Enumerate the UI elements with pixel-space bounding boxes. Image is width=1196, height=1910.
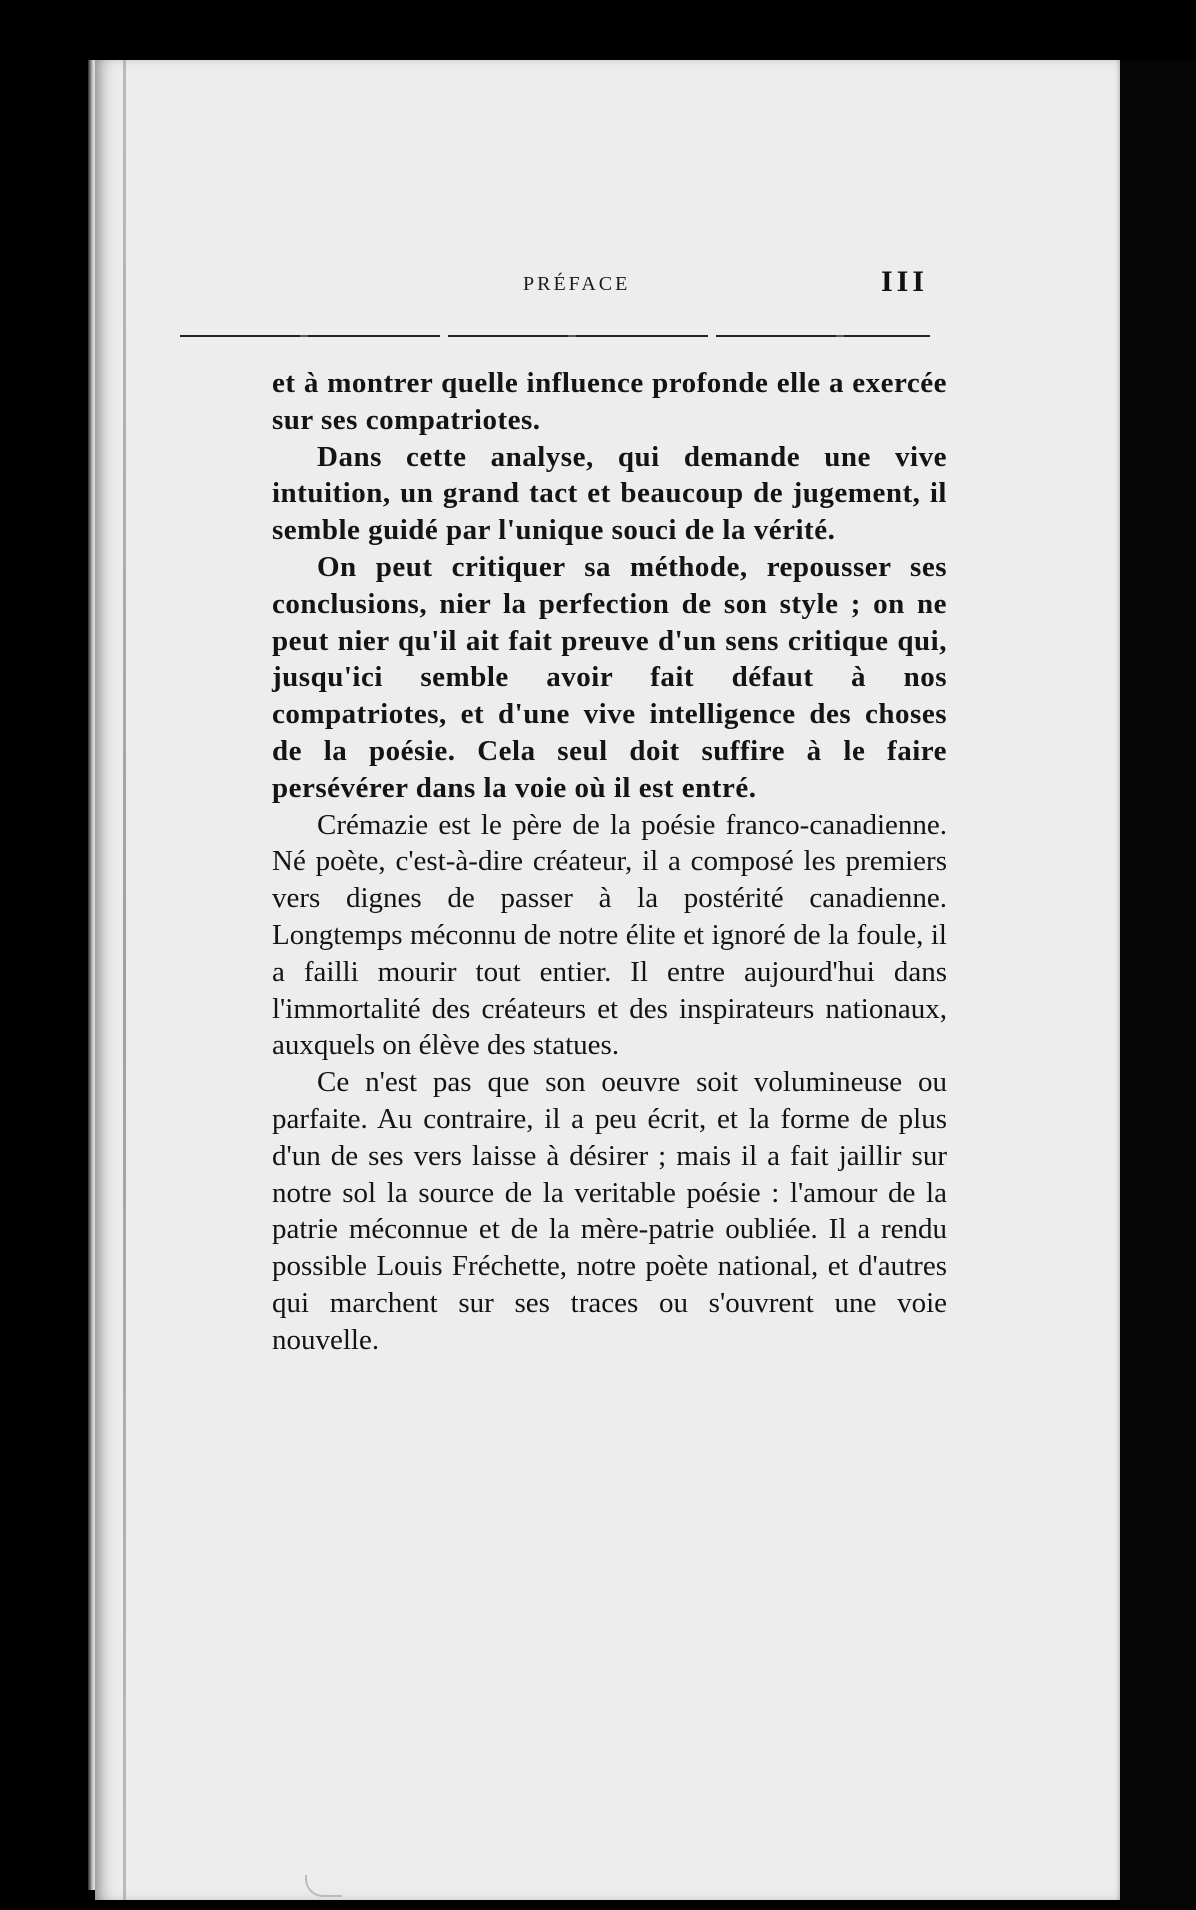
running-title: PRÉFACE xyxy=(523,273,631,295)
page-number: III xyxy=(880,265,928,298)
page-header xyxy=(180,265,940,315)
paragraph: Ce n'est pas que son oeuvre soit volumineuse ou parfaite. Au contraire, il a peu écrit, et la forme de plus d'un de ses vers laisse à désirer ; mais il a fait jaillir sur notre sol la source de la veritable poésie : l'amour de la patrie méconnue et de la mère-patrie oubliée. Il a rendu possible Louis Fréchette, notre poète national, et d'autres qui marchent sur ses traces ou s'ouvrent une voie nouvelle. xyxy=(272,1066,947,1356)
paragraph: On peut critiquer sa méthode, repousser ses conclusions, nier la perfection de son style ; on ne peut nier qu'il ait fait preuve d'un sens critique qui, jusqu'ici semble avoir fait défaut à nos compatriotes, et d'une vive intelligence des choses de la poésie. Cela seul doit suffire à le faire persévérer dans la voie où il est entré. xyxy=(272,550,947,804)
header-rule xyxy=(180,335,930,337)
scan-background-right xyxy=(1120,60,1196,1910)
paragraph: Crémazie est le père de la poésie franco-canadienne. Né poète, c'est-à-dire créateur, il a composé les premiers vers dignes de passer à la postérité canadienne. Longtemps méconnu de notre élite et ignoré de la foule, il a failli mourir tout entier. Il entre aujourd'hui dans l'immortalité des créateurs et des inspirateurs nationaux, auxquels on élève des statues. xyxy=(272,808,947,1062)
binding-line xyxy=(123,60,126,1900)
body-text xyxy=(272,365,947,1359)
paragraph: Dans cette analyse, qui demande une vive intuition, un grand tact et beaucoup de jugement, il semble guidé par l'unique souci de la vérité. xyxy=(272,440,947,547)
paragraph: et à montrer quelle influence profonde elle a exercée sur ses compatriotes. xyxy=(272,367,947,436)
